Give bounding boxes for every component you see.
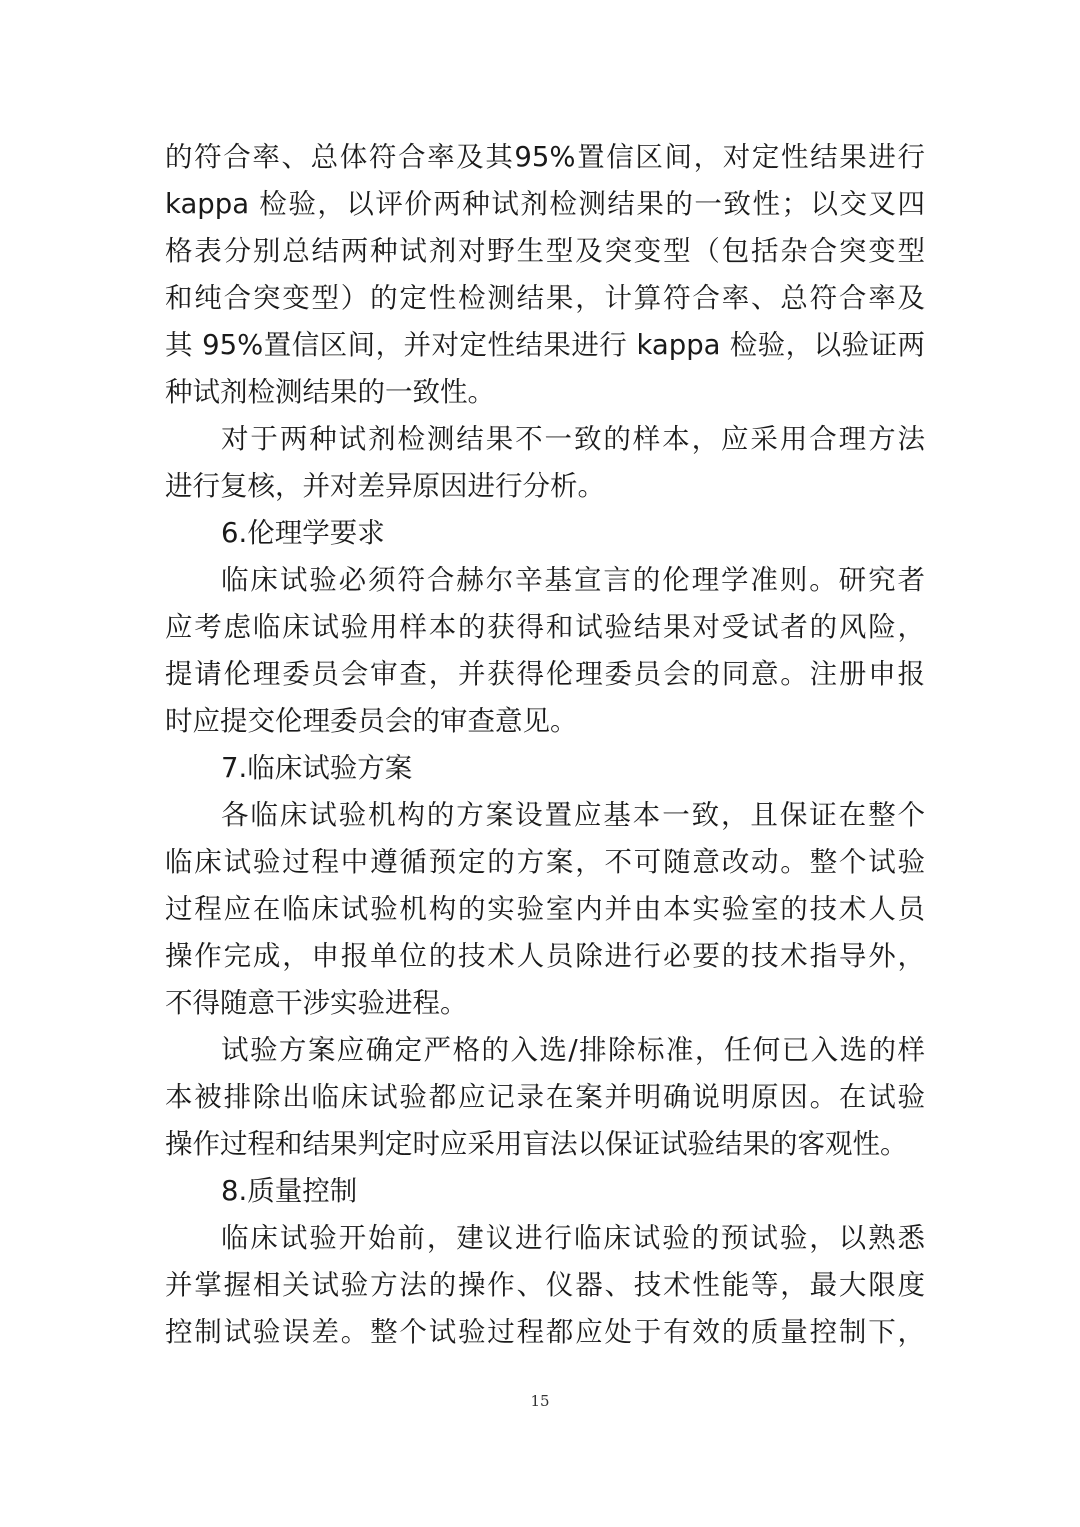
text-line: 进行复核，并对差异原因进行分析。	[165, 470, 605, 502]
text-line: 操作完成，申报单位的技术人员除进行必要的技术指导外，	[165, 940, 925, 972]
text-line: 的符合率、总体符合率及其95%置信区间，对定性结果进行	[165, 141, 925, 173]
text-line: 提请伦理委员会审查，并获得伦理委员会的同意。注册申报	[165, 658, 925, 690]
text-line: 并掌握相关试验方法的操作、仪器、技术性能等，最大限度	[165, 1269, 925, 1301]
page-number: 15	[530, 1392, 550, 1410]
text-line: 时应提交伦理委员会的审查意见。	[165, 705, 578, 737]
text-line: 格表分别总结两种试剂对野生型及突变型（包括杂合突变型	[165, 235, 925, 267]
text-line: 和纯合突变型）的定性检测结果，计算符合率、总符合率及	[165, 282, 925, 314]
text-line: kappa 检验，以评价两种试剂检测结果的一致性；以交叉四	[165, 188, 925, 220]
text-line: 操作过程和结果判定时应采用盲法以保证试验结果的客观性。	[165, 1128, 908, 1160]
section-heading-quality-control: 8.质量控制	[221, 1175, 358, 1207]
text-line: 临床试验必须符合赫尔辛基宣言的伦理学准则。研究者	[221, 564, 925, 596]
text-line: 不得随意干涉实验进程。	[165, 987, 468, 1019]
text-line: 临床试验开始前，建议进行临床试验的预试验，以熟悉	[221, 1222, 925, 1254]
text-line: 其 95%置信区间，并对定性结果进行 kappa 检验，以验证两	[165, 329, 925, 361]
text-line: 试验方案应确定严格的入选/排除标准，任何已入选的样	[221, 1034, 925, 1066]
text-line: 应考虑临床试验用样本的获得和试验结果对受试者的风险，	[165, 611, 925, 643]
text-line: 控制试验误差。整个试验过程都应处于有效的质量控制下，	[165, 1316, 925, 1348]
text-line: 各临床试验机构的方案设置应基本一致，且保证在整个	[221, 799, 925, 831]
text-line: 种试剂检测结果的一致性。	[165, 376, 495, 408]
section-heading-ethics: 6.伦理学要求	[221, 517, 385, 549]
body-text	[165, 134, 925, 1356]
text-line: 本被排除出临床试验都应记录在案并明确说明原因。在试验	[165, 1081, 925, 1113]
text-line: 临床试验过程中遵循预定的方案，不可随意改动。整个试验	[165, 846, 925, 878]
text-line: 过程应在临床试验机构的实验室内并由本实验室的技术人员	[165, 893, 925, 925]
section-heading-protocol: 7.临床试验方案	[221, 752, 413, 784]
text-line: 对于两种试剂检测结果不一致的样本，应采用合理方法	[221, 423, 925, 455]
